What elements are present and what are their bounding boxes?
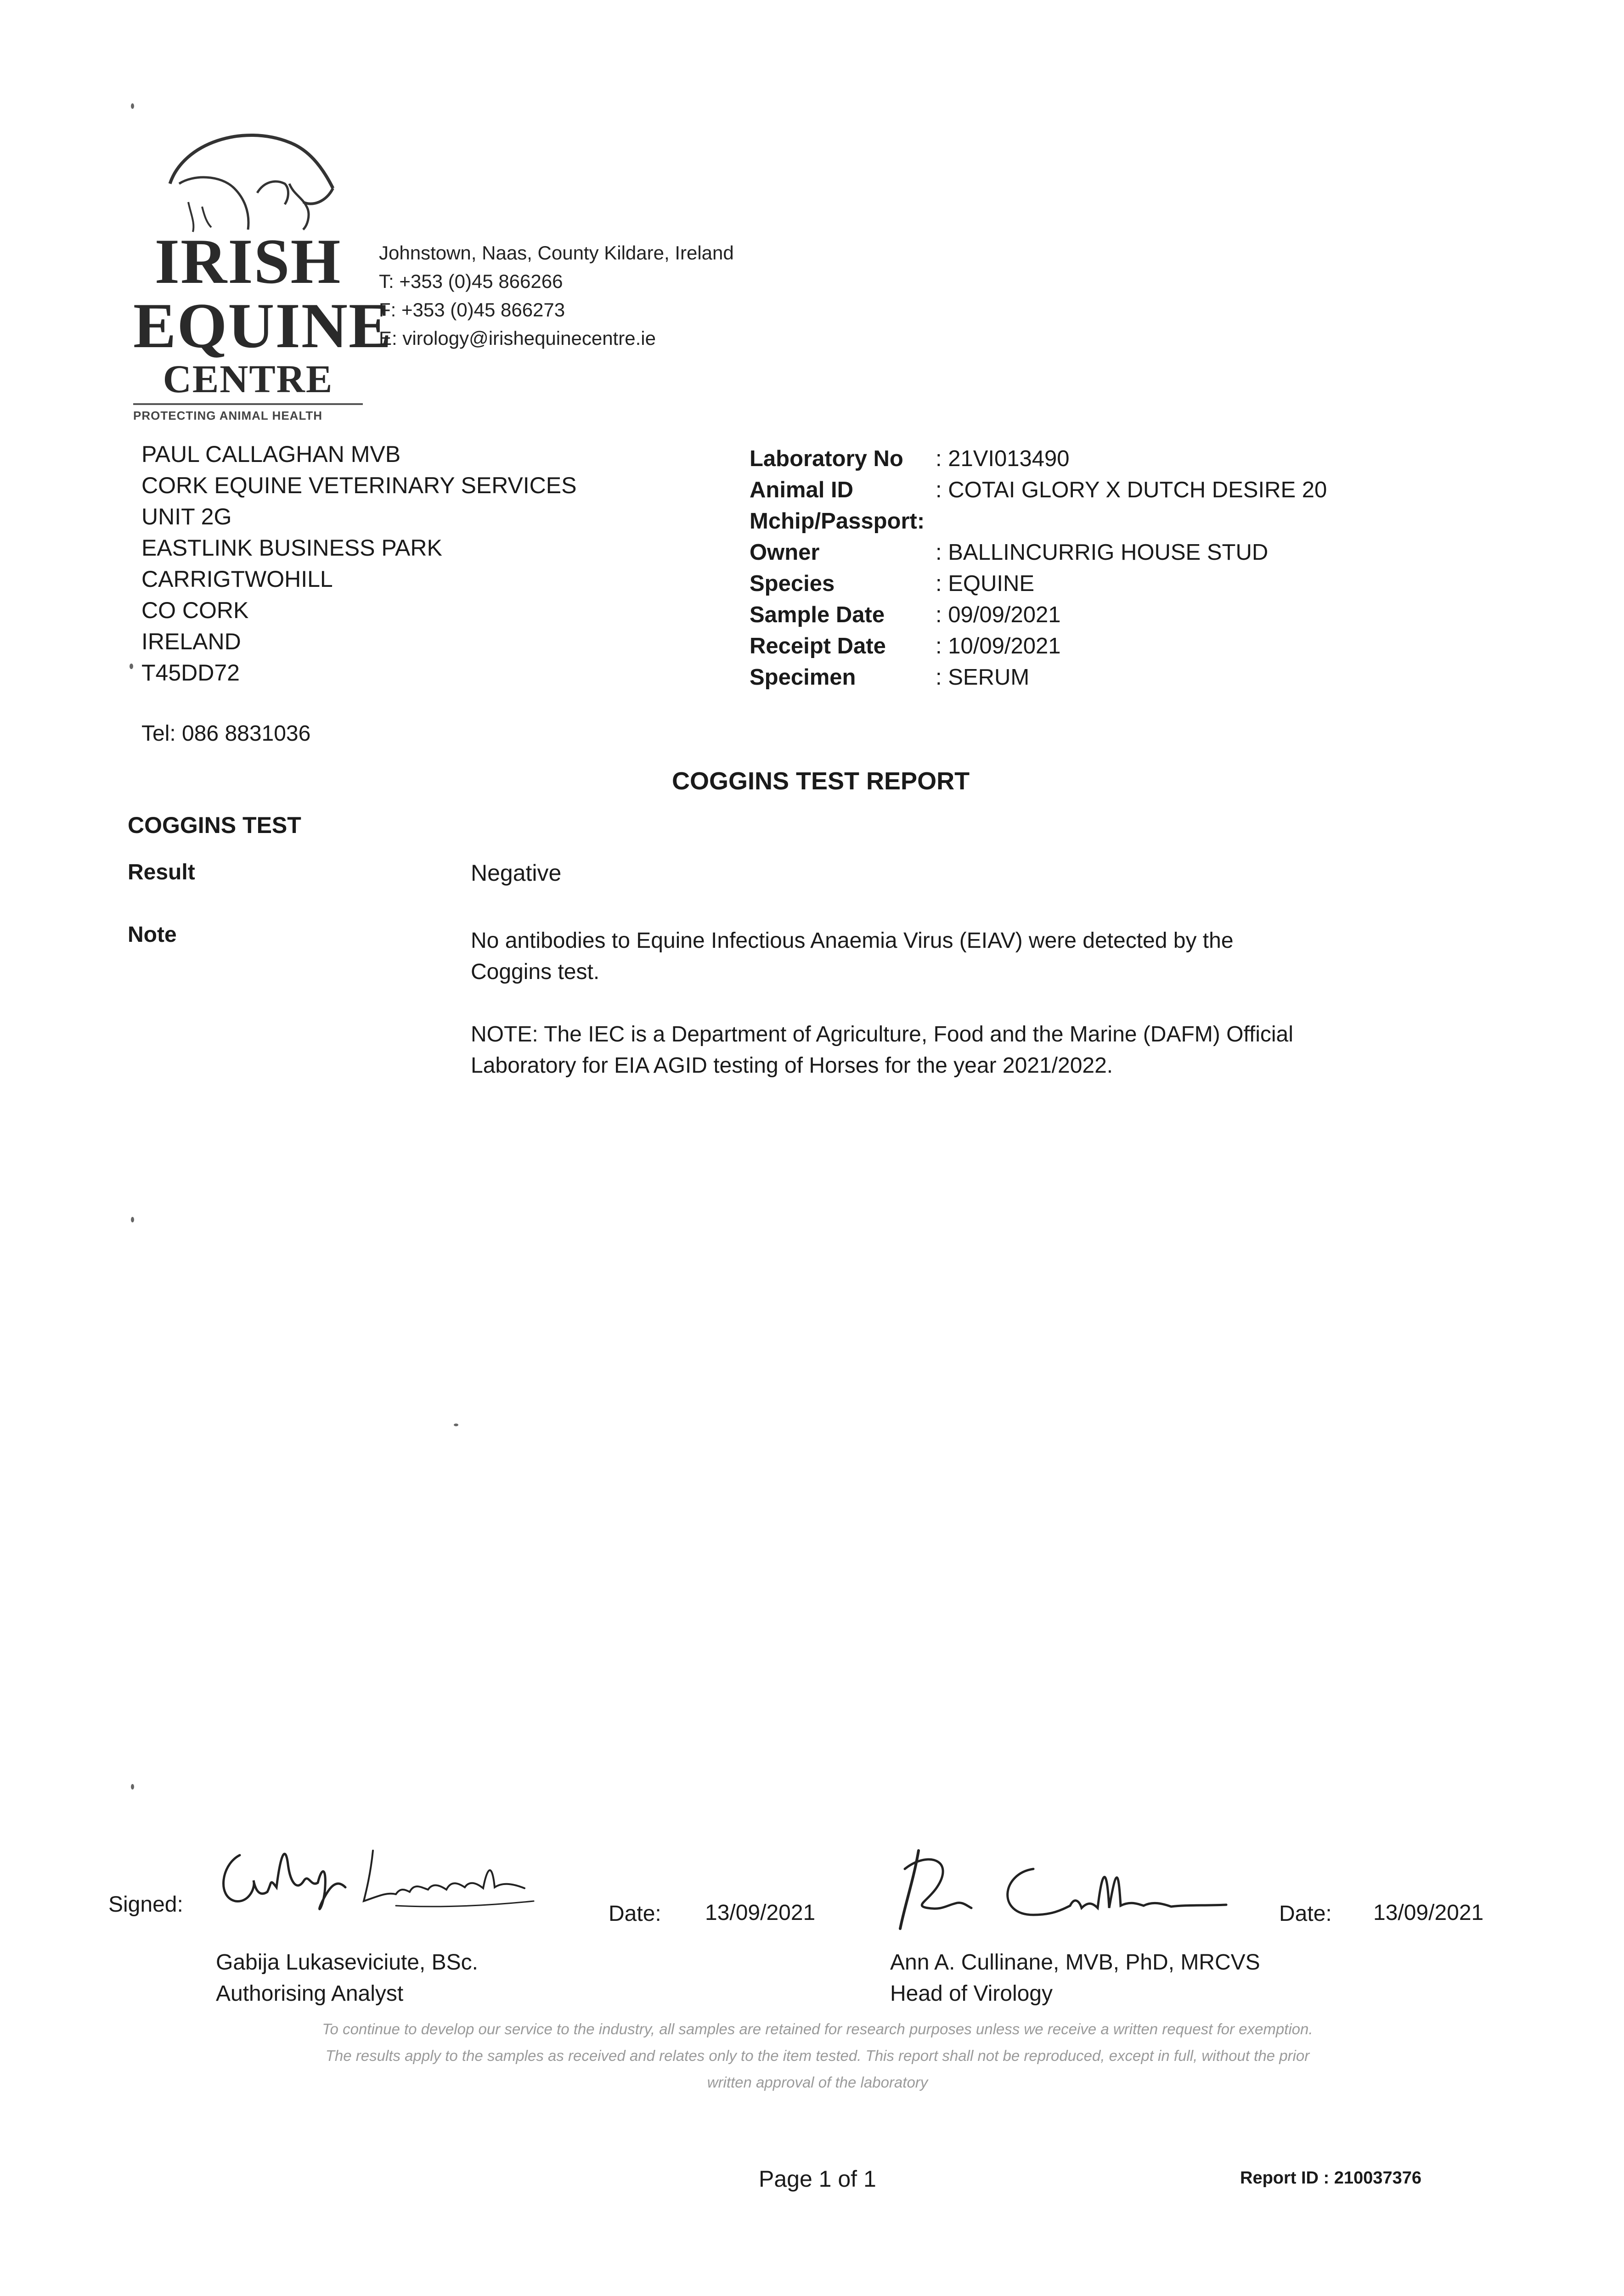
signature-date-label: Date:	[1279, 1902, 1332, 1926]
report-id: Report ID : 210037376	[1240, 2168, 1421, 2188]
lab-info-label: Species	[750, 571, 835, 596]
address-line: EASTLINK BUSINESS PARK	[141, 535, 442, 561]
lab-info-label: Specimen	[750, 665, 856, 690]
lab-info-row	[750, 630, 1327, 662]
signer-title: Authorising Analyst	[216, 1981, 404, 2006]
note-text	[471, 925, 1297, 1113]
signer-block-analyst	[216, 1947, 478, 2009]
result-label: Result	[128, 860, 195, 884]
lab-info-label: Laboratory No	[750, 446, 903, 471]
contact-address: Johnstown, Naas, County Kildare, Ireland	[379, 242, 734, 264]
lab-info-row	[750, 568, 1327, 599]
contact-fax: F: +353 (0)45 866273	[379, 299, 565, 321]
logo-word-equine: EQUINE	[133, 290, 393, 361]
signature-date-value: 13/09/2021	[705, 1901, 816, 1925]
signature-ann-cullinane	[886, 1841, 1235, 1933]
note-paragraph: No antibodies to Equine Infectious Anaemia Virus (EIAV) were detected by the Coggins test.	[471, 929, 1234, 984]
result-value: Negative	[471, 860, 562, 886]
disclaimer-line: To continue to develop our service to the industry, all samples are retained for research purposes unless we receive a written request for exemption.	[322, 2020, 1313, 2037]
lab-info-row	[750, 537, 1327, 568]
logo-tagline: PROTECTING ANIMAL HEALTH	[133, 409, 323, 422]
report-title: COGGINS TEST REPORT	[672, 767, 970, 795]
horse-head-icon	[152, 115, 344, 234]
address-line: UNIT 2G	[141, 504, 232, 529]
signer-name: Gabija Lukaseviciute, BSc.	[216, 1950, 478, 1975]
lab-info-label: Sample Date	[750, 602, 885, 627]
lab-info-row	[750, 662, 1327, 693]
lab-info-value: : BALLINCURRIG HOUSE STUD	[936, 540, 1269, 565]
test-section-title: COGGINS TEST	[128, 812, 301, 838]
contact-block	[379, 239, 734, 353]
lab-info-row	[750, 443, 1327, 474]
note-label: Note	[128, 923, 177, 947]
address-line: T45DD72	[141, 660, 240, 686]
signer-name: Ann A. Cullinane, MVB, PhD, MRCVS	[890, 1950, 1260, 1975]
lab-info-block	[750, 443, 1327, 693]
lab-info-row	[750, 506, 1327, 537]
lab-info-label: Owner	[750, 540, 820, 565]
signer-title: Head of Virology	[890, 1981, 1053, 2006]
lab-info-value: : 09/09/2021	[936, 602, 1061, 627]
lab-info-row	[750, 599, 1327, 630]
logo-word-centre: CENTRE	[163, 357, 333, 401]
irish-equine-centre-logo	[133, 115, 393, 422]
contact-phone: T: +353 (0)45 866266	[379, 270, 563, 292]
address-line: PAUL CALLAGHAN MVB	[141, 441, 401, 467]
disclaimer-line: written approval of the laboratory	[707, 2074, 928, 2091]
lab-info-label: Mchip/Passport:	[750, 509, 925, 534]
address-line: CARRIGTWOHILL	[141, 566, 333, 592]
scan-speck	[131, 103, 134, 109]
lab-info-value: : COTAI GLORY X DUTCH DESIRE 20	[936, 478, 1327, 502]
address-line: CO CORK	[141, 597, 249, 623]
scan-speck	[131, 1784, 134, 1790]
lab-info-label: Animal ID	[750, 478, 853, 502]
page-number: Page 1 of 1	[759, 2166, 876, 2192]
signature-date-value: 13/09/2021	[1373, 1901, 1484, 1925]
lab-info-label: Receipt Date	[750, 634, 886, 658]
disclaimer	[202, 2016, 1433, 2096]
scan-speck	[131, 1217, 134, 1222]
recipient-address	[141, 439, 577, 688]
signature-date-label: Date:	[609, 1902, 661, 1926]
note-paragraph: NOTE: The IEC is a Department of Agriculture, Food and the Marine (DAFM) Official Laboratory for EIA AGID testing of Horses for the year 2021/2022.	[471, 1022, 1293, 1078]
signer-block-head	[890, 1947, 1260, 2009]
lab-info-value: : EQUINE	[936, 571, 1035, 596]
logo-word-irish: IRISH	[154, 226, 342, 297]
scan-speck	[454, 1424, 458, 1426]
address-line: IRELAND	[141, 629, 241, 654]
lab-info-value: : 21VI013490	[936, 446, 1070, 471]
lab-info-row	[750, 474, 1327, 506]
signature-gabija-lukaseviciute	[212, 1837, 543, 1919]
address-line: CORK EQUINE VETERINARY SERVICES	[141, 473, 577, 498]
logo-divider	[133, 403, 363, 405]
lab-info-value: : SERUM	[936, 665, 1030, 690]
contact-email: E: virology@irishequinecentre.ie	[379, 327, 656, 349]
disclaimer-line: The results apply to the samples as received and relates only to the item tested. This report shall not be reproduced, except in full, without the prior	[325, 2047, 1310, 2064]
signed-label: Signed:	[108, 1892, 183, 1917]
scan-speck	[130, 664, 133, 669]
lab-info-value: : 10/09/2021	[936, 634, 1061, 658]
recipient-tel: Tel: 086 8831036	[141, 721, 311, 746]
